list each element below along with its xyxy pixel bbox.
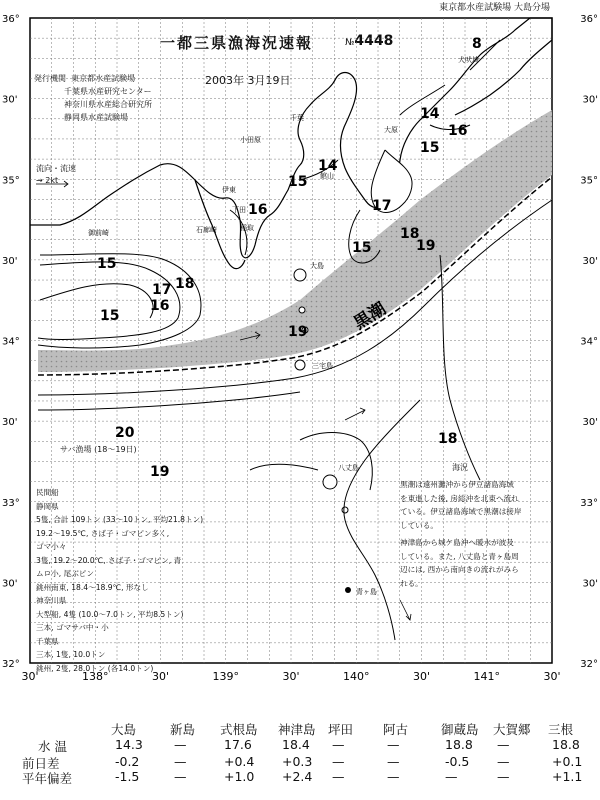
latitude-labels-left <box>2 14 20 670</box>
isotherm-label: 15 <box>352 240 372 256</box>
note-line: 19.2～19.5℃, さば子・ゴマピン多く, <box>36 528 170 538</box>
latitude-labels-right <box>580 14 598 670</box>
note-line: ている。伊豆諸島海域で黒潮は接岸 <box>400 507 522 516</box>
isotherm-label: 17 <box>372 198 392 214</box>
isotherm-label: 19 <box>288 324 308 340</box>
place-label: 大原 <box>384 126 398 134</box>
latitude-label: 35° <box>2 175 20 187</box>
isotherm-label: 15 <box>97 256 117 272</box>
isotherm-label: 15 <box>100 308 120 324</box>
note-line: している。 <box>400 520 438 530</box>
island-oshima <box>294 269 306 281</box>
table-cell: — <box>174 754 187 769</box>
organization-header: 東京都水産試験場 大島分場 <box>439 3 550 13</box>
table-cell: +1.0 <box>224 769 255 784</box>
table-cell: — <box>497 769 510 784</box>
table-cell: — <box>497 737 510 752</box>
isotherm-label: 20 <box>115 425 135 441</box>
note-line: 三本, ゴマサバ中・小 <box>36 623 109 632</box>
table-cell: — <box>445 769 458 784</box>
table-cell: 18.4 <box>282 737 310 752</box>
table-column-header: 新島 <box>170 722 196 737</box>
place-label: 犬吠埼 <box>458 56 479 64</box>
isotherm-label: 18 <box>175 276 195 292</box>
isotherm-label: 18 <box>400 226 420 242</box>
note-line: 銚州南東, 18.4～18.9℃, 形なし <box>36 582 149 592</box>
island-toshima <box>299 307 305 313</box>
table-column-header: 神津島 <box>278 722 316 737</box>
note-line: 静岡県 <box>36 501 59 511</box>
table-cell: — <box>174 769 187 784</box>
place-label: 八丈島 <box>338 464 359 472</box>
latitude-label: 32° <box>2 659 20 670</box>
place-label: 小田原 <box>240 136 261 144</box>
latitude-label: 34° <box>580 336 598 348</box>
flow-legend-scale: → 2kt <box>36 176 59 185</box>
latitude-label: 34° <box>2 336 20 348</box>
note-line: ゴマ小々 <box>36 542 67 551</box>
kuroshio-label: 黒潮 <box>350 298 390 334</box>
latitude-label: 30' <box>582 255 598 267</box>
note-line: 黒潮は遠州灘沖から伊豆諸島海域 <box>400 480 514 489</box>
table-cell: — <box>332 754 345 769</box>
latitude-label: 30' <box>582 578 598 590</box>
note-line: 大型船, 4隻 (10.0～7.0トン, 平均8.5トン) <box>36 609 184 619</box>
table-cell: — <box>387 737 400 752</box>
longitude-label: 30' <box>543 670 561 683</box>
table-cell: 17.6 <box>224 737 252 752</box>
island-aogashima <box>345 587 351 593</box>
table-cell: +1.1 <box>552 769 583 784</box>
table-column-header: 式根島 <box>220 722 258 737</box>
place-label: 千葉 <box>290 114 304 122</box>
table-column-header: 三根 <box>548 722 574 737</box>
table-cell: — <box>497 754 510 769</box>
table-row-label: 平年偏差 <box>22 771 73 786</box>
note-line: 三本, 1隻, 10.0トン <box>36 650 106 659</box>
note-line: 民間船 <box>36 488 59 497</box>
isotherm-label: 15 <box>420 140 440 156</box>
page-title: 一都三県漁海況速報 <box>160 34 314 52</box>
isotherm-label: 16 <box>248 202 268 218</box>
latitude-label: 30' <box>2 578 18 590</box>
latitude-label: 36° <box>580 14 598 25</box>
fishery-notes-title: サバ漁場 (18～19日) <box>60 445 137 454</box>
place-label: 大島 <box>310 262 324 270</box>
latitude-label: 35° <box>580 175 598 187</box>
table-cell: 18.8 <box>552 737 580 752</box>
latitude-label: 33° <box>2 497 20 509</box>
note-line: 5隻, 合計 109トン (33～10トン, 平均21.8トン) <box>36 515 204 524</box>
place-label: 下田 <box>232 206 246 214</box>
isotherm-label: 16 <box>448 123 468 139</box>
note-line: ムロ小, 尾ぶピン <box>36 569 94 578</box>
table-column-header: 御蔵島 <box>441 722 479 737</box>
longitude-label: 30' <box>412 670 431 683</box>
publisher-line: 神奈川県水産総合研究所 <box>64 100 152 109</box>
publisher-line: 静岡県水産試験場 <box>64 113 128 122</box>
latitude-label: 30' <box>2 94 18 106</box>
table-cell: +2.4 <box>282 769 313 784</box>
note-line: れる。 <box>400 578 423 588</box>
table-cell: — <box>174 737 187 752</box>
isotherm-label: 8 <box>472 36 482 52</box>
longitude-label: 139° <box>212 670 239 683</box>
place-label: 御前崎 <box>88 229 109 237</box>
table-cell: — <box>387 769 400 784</box>
note-line: 辺には, 西から南向きの流れがみら <box>400 565 519 574</box>
place-label: 石廊崎 <box>196 226 217 234</box>
table-cell: — <box>387 754 400 769</box>
coastline-izu <box>195 180 245 269</box>
publication-date: 2003年 3月19日 <box>205 74 291 87</box>
table-row-label: 前日差 <box>22 756 60 771</box>
note-line: 3隻, 19.2～20.0℃, さば子・ゴマピン, 青 <box>36 555 182 565</box>
note-line: を東進した後, 房総沖を北東へ流れ <box>400 493 519 503</box>
table-row-label: 水 温 <box>38 739 67 754</box>
table-cell: +0.4 <box>224 754 255 769</box>
table-column-header: 大賀郷 <box>493 722 531 737</box>
note-line: している。また, 八丈島と青ヶ島周 <box>400 551 519 561</box>
place-label: 館山 <box>320 172 334 180</box>
latitude-label: 30' <box>2 417 18 429</box>
longitude-label: 30' <box>282 670 300 683</box>
publisher-line: 千葉県水産研究センター <box>64 87 152 96</box>
island-hachijo <box>323 475 337 489</box>
latitude-label: 32° <box>580 659 598 670</box>
note-line: 神奈川県 <box>36 596 67 605</box>
flow-legend-label: 流向・流速 <box>36 164 76 173</box>
note-line: 千葉県 <box>36 636 59 646</box>
table-cell: +0.3 <box>282 754 313 769</box>
island-kojima <box>342 507 348 513</box>
longitude-label: 138° <box>82 670 109 683</box>
latitude-label: 33° <box>580 497 598 509</box>
place-label: 伊東 <box>222 186 236 194</box>
water-temperature-table <box>0 716 600 800</box>
table-column-header: 阿古 <box>383 722 409 737</box>
table-cell: -0.5 <box>445 754 470 769</box>
table-cell: — <box>332 737 345 752</box>
table-cell: 18.8 <box>445 737 473 752</box>
latitude-label: 36° <box>2 14 20 25</box>
place-label: 三宅島 <box>312 362 333 370</box>
table-cell: -0.2 <box>115 754 140 769</box>
issue-value: 4448 <box>354 33 394 49</box>
note-line: 神津島から城ケ島沖へ暖水が波及 <box>400 538 514 547</box>
island-miyake <box>295 360 305 370</box>
longitude-label: 140° <box>343 670 370 683</box>
table-column-header: 坪田 <box>328 722 354 737</box>
sea-condition-notes <box>400 478 550 590</box>
isotherm-label: 15 <box>288 174 308 190</box>
latitude-label: 30' <box>2 255 18 267</box>
table-cell: — <box>332 769 345 784</box>
table-column-header: 大島 <box>111 722 137 737</box>
note-line: 銚州, 2隻, 28.0トン (各14.0トン) <box>36 663 154 673</box>
isotherm-label: 19 <box>150 464 170 480</box>
isotherm-label: 17 <box>152 282 172 298</box>
issue-prefix: № <box>345 38 355 48</box>
place-label: 稲取 <box>240 224 254 232</box>
fishery-notes <box>36 486 291 675</box>
latitude-label: 30' <box>582 417 598 429</box>
table-cell: 14.3 <box>115 737 143 752</box>
isotherm-label: 14 <box>318 158 338 174</box>
longitude-label: 30' <box>21 670 39 683</box>
isotherm-label: 18 <box>438 431 458 447</box>
place-label: 青ヶ島 <box>356 588 377 596</box>
table-cell: +0.1 <box>552 754 583 769</box>
sea-condition-title: 海況 <box>452 463 468 472</box>
latitude-label: 30' <box>582 94 598 106</box>
table-cell: -1.5 <box>115 769 140 784</box>
publisher-label: 発行機関 東京都水産試験場 <box>34 74 136 83</box>
longitude-label: 141° <box>473 670 500 683</box>
isotherm-label: 14 <box>420 106 440 122</box>
isotherm-label: 19 <box>416 238 436 254</box>
longitude-label: 30' <box>151 670 170 683</box>
isotherm-label: 16 <box>150 298 170 314</box>
